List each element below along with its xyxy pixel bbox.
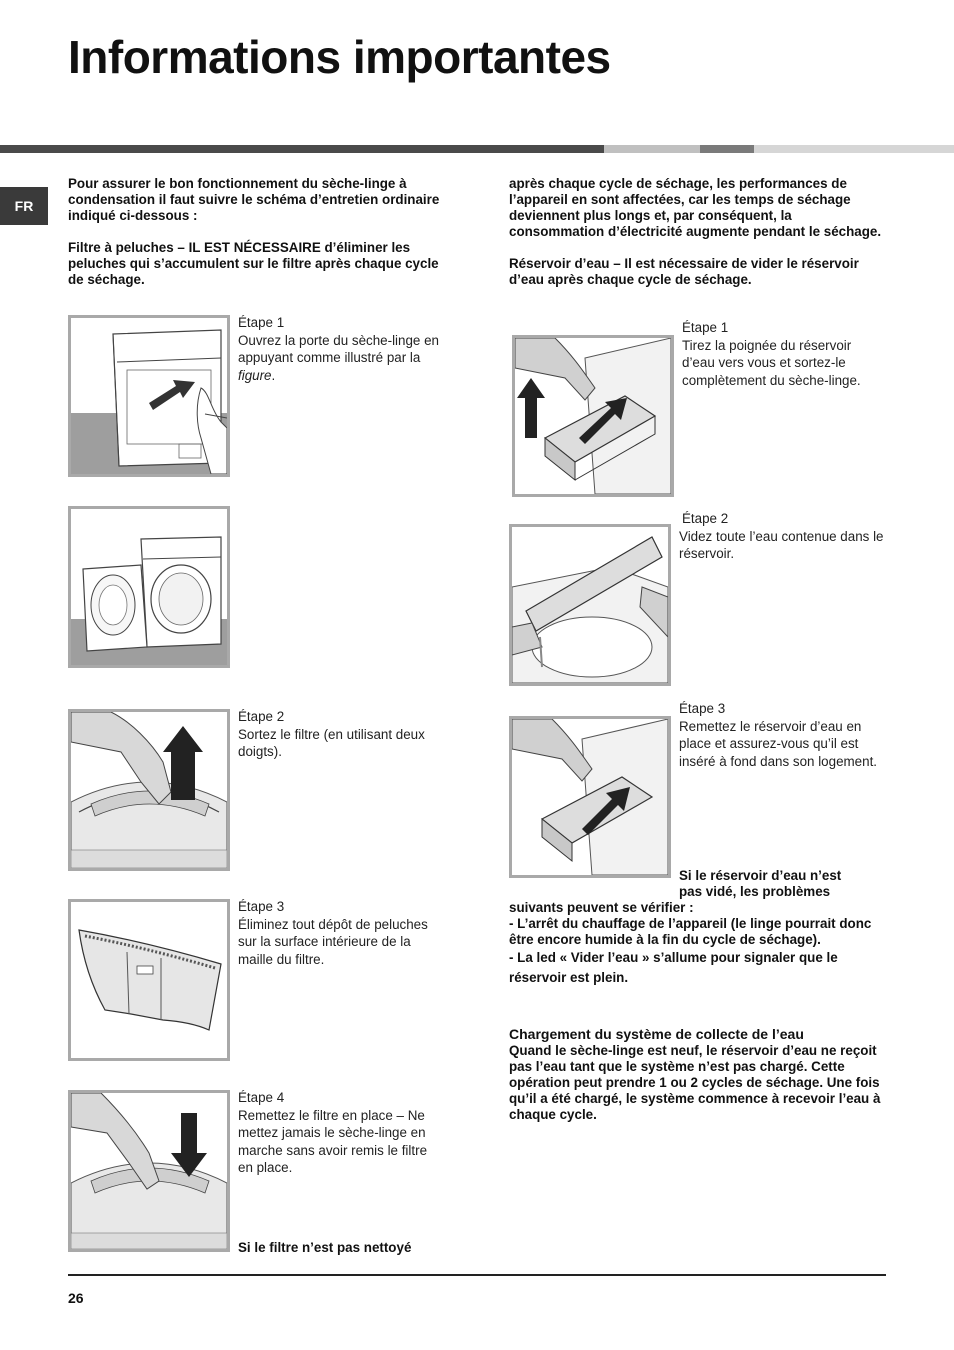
right-step-3-label: Étape 3 (679, 701, 726, 716)
filter-replace-illustration (71, 1093, 227, 1249)
figure-insert-reservoir (509, 716, 671, 878)
warning-rest: suivants peuvent se vérifier : (509, 900, 694, 915)
filter-text (68, 240, 448, 288)
figure-pull-reservoir (512, 335, 674, 497)
warning-item-2: - La led « Vider l’eau » s’allume pour signaler que le réservoir est plein. (509, 950, 838, 985)
warning-head (679, 868, 889, 900)
left-step-1 (238, 314, 443, 384)
figure-empty-reservoir (509, 524, 671, 686)
header-bar-dark (0, 145, 604, 153)
left-step-2-label: Étape 2 (238, 709, 285, 724)
left-step-3-label: Étape 3 (238, 899, 285, 914)
reservoir-empty-illustration (512, 527, 668, 683)
page-number: 26 (68, 1290, 84, 1306)
intro-text: Pour assurer le bon fonctionnement du sèche-linge à condensation il faut suivre le schéma d’entretien ordinaire indiqué ci-dessous : (68, 176, 440, 223)
reservoir-insert-illustration (512, 719, 668, 875)
language-tab: FR (0, 187, 48, 225)
page-title: Informations importantes (68, 31, 611, 83)
left-step-4-label: Étape 4 (238, 1090, 285, 1105)
left-step-4 (238, 1089, 443, 1177)
dryer-door-illustration (71, 318, 227, 474)
figure-replace-filter (68, 1090, 230, 1252)
header-bar-mid (700, 145, 754, 153)
dryer-open-illustration (71, 509, 227, 665)
right-step-1-label: Étape 1 (682, 320, 729, 335)
figure-remove-filter (68, 709, 230, 871)
charge-section (509, 1026, 889, 1123)
left-intro-block (68, 176, 448, 288)
right-step-3-text: Remettez le réservoir d’eau en place et assurez-vous qu’il est inséré à fond dans son logement. (679, 718, 878, 769)
warning-item-1: - L’arrêt du chauffage de l’appareil (le linge pourrait donc être encore humide à la fin du cycle de séchage). (509, 916, 872, 947)
right-step-2-text: Videz toute l’eau contenue dans le réservoir. (679, 528, 884, 561)
warning-body (509, 900, 889, 988)
figure-clean-filter (68, 899, 230, 1061)
filter-mesh-illustration (71, 902, 227, 1058)
filter-remove-illustration (71, 712, 227, 868)
right-step-3 (679, 700, 889, 770)
right-top-block (509, 176, 889, 288)
left-step-1-text-a: Ouvrez la porte du sèche-linge en appuyant comme illustré par la (238, 332, 439, 365)
left-step-1-text (238, 332, 443, 385)
left-step-2-text: Sortez le filtre (en utilisant deux doigts). (238, 726, 425, 759)
left-step-3-text: Éliminez tout dépôt de peluches sur la surface intérieure de la maille du filtre. (238, 916, 428, 967)
left-step-3 (238, 898, 443, 968)
left-step-1-text-b: . (271, 367, 276, 383)
reservoir-pull-illustration (515, 338, 671, 494)
filter-rest: d’éliminer les peluches qui s’accumulent sur le filtre après chaque cycle de séchage. (68, 240, 439, 287)
left-bottom-bold: Si le filtre n’est pas nettoyé (238, 1240, 412, 1255)
header-bar-light-2 (754, 145, 954, 153)
left-step-1-text-italic: figure (238, 367, 272, 383)
charge-title: Chargement du système de collecte de l’eau (509, 1026, 804, 1042)
warning-line-1: Si le réservoir d’eau n’est (679, 868, 842, 883)
left-step-4-text: Remettez le filtre en place – Ne mettez jamais le sèche-linge en marche sans avoir remis le filtre en place. (238, 1107, 428, 1175)
header-bar-light-1 (604, 145, 700, 153)
right-step-1 (682, 319, 887, 389)
reservoir-text: Réservoir d’eau – Il est nécessaire de vider le réservoir d’eau après chaque cycle de séchage. (509, 256, 859, 287)
warning-line-2: pas vidé, les problèmes (679, 884, 831, 899)
figure-open-door (68, 315, 230, 477)
charge-text: Quand le sèche-linge est neuf, le réservoir d’eau ne reçoit pas l’eau tant que le système n’est pas chargé. Cette opération peut prendre 1 ou 2 cycles de séchage. Une fois qu’il a été chargé, le système commence à recevoir l’eau à chaque cycle. (509, 1043, 881, 1122)
filter-continued-text: après chaque cycle de séchage, les performances de l’appareil en sont affectées, car les temps de séchage deviennent plus longs et, par conséquent, la consommation d’électricité augmente pendant le séchage. (509, 176, 882, 239)
filter-caps: IL EST NÉCESSAIRE (188, 240, 321, 255)
filter-lead: Filtre à peluches – (68, 240, 189, 255)
right-step-2-label: Étape 2 (682, 511, 729, 526)
right-step-2 (679, 510, 889, 563)
right-step-1-text: Tirez la poignée du réservoir d’eau vers vous et sortez-le complètement du sèche-linge. (682, 337, 861, 388)
footer-rule (68, 1274, 886, 1276)
left-step-1-label: Étape 1 (238, 315, 285, 330)
figure-door-opened (68, 506, 230, 668)
left-step-2 (238, 708, 443, 761)
